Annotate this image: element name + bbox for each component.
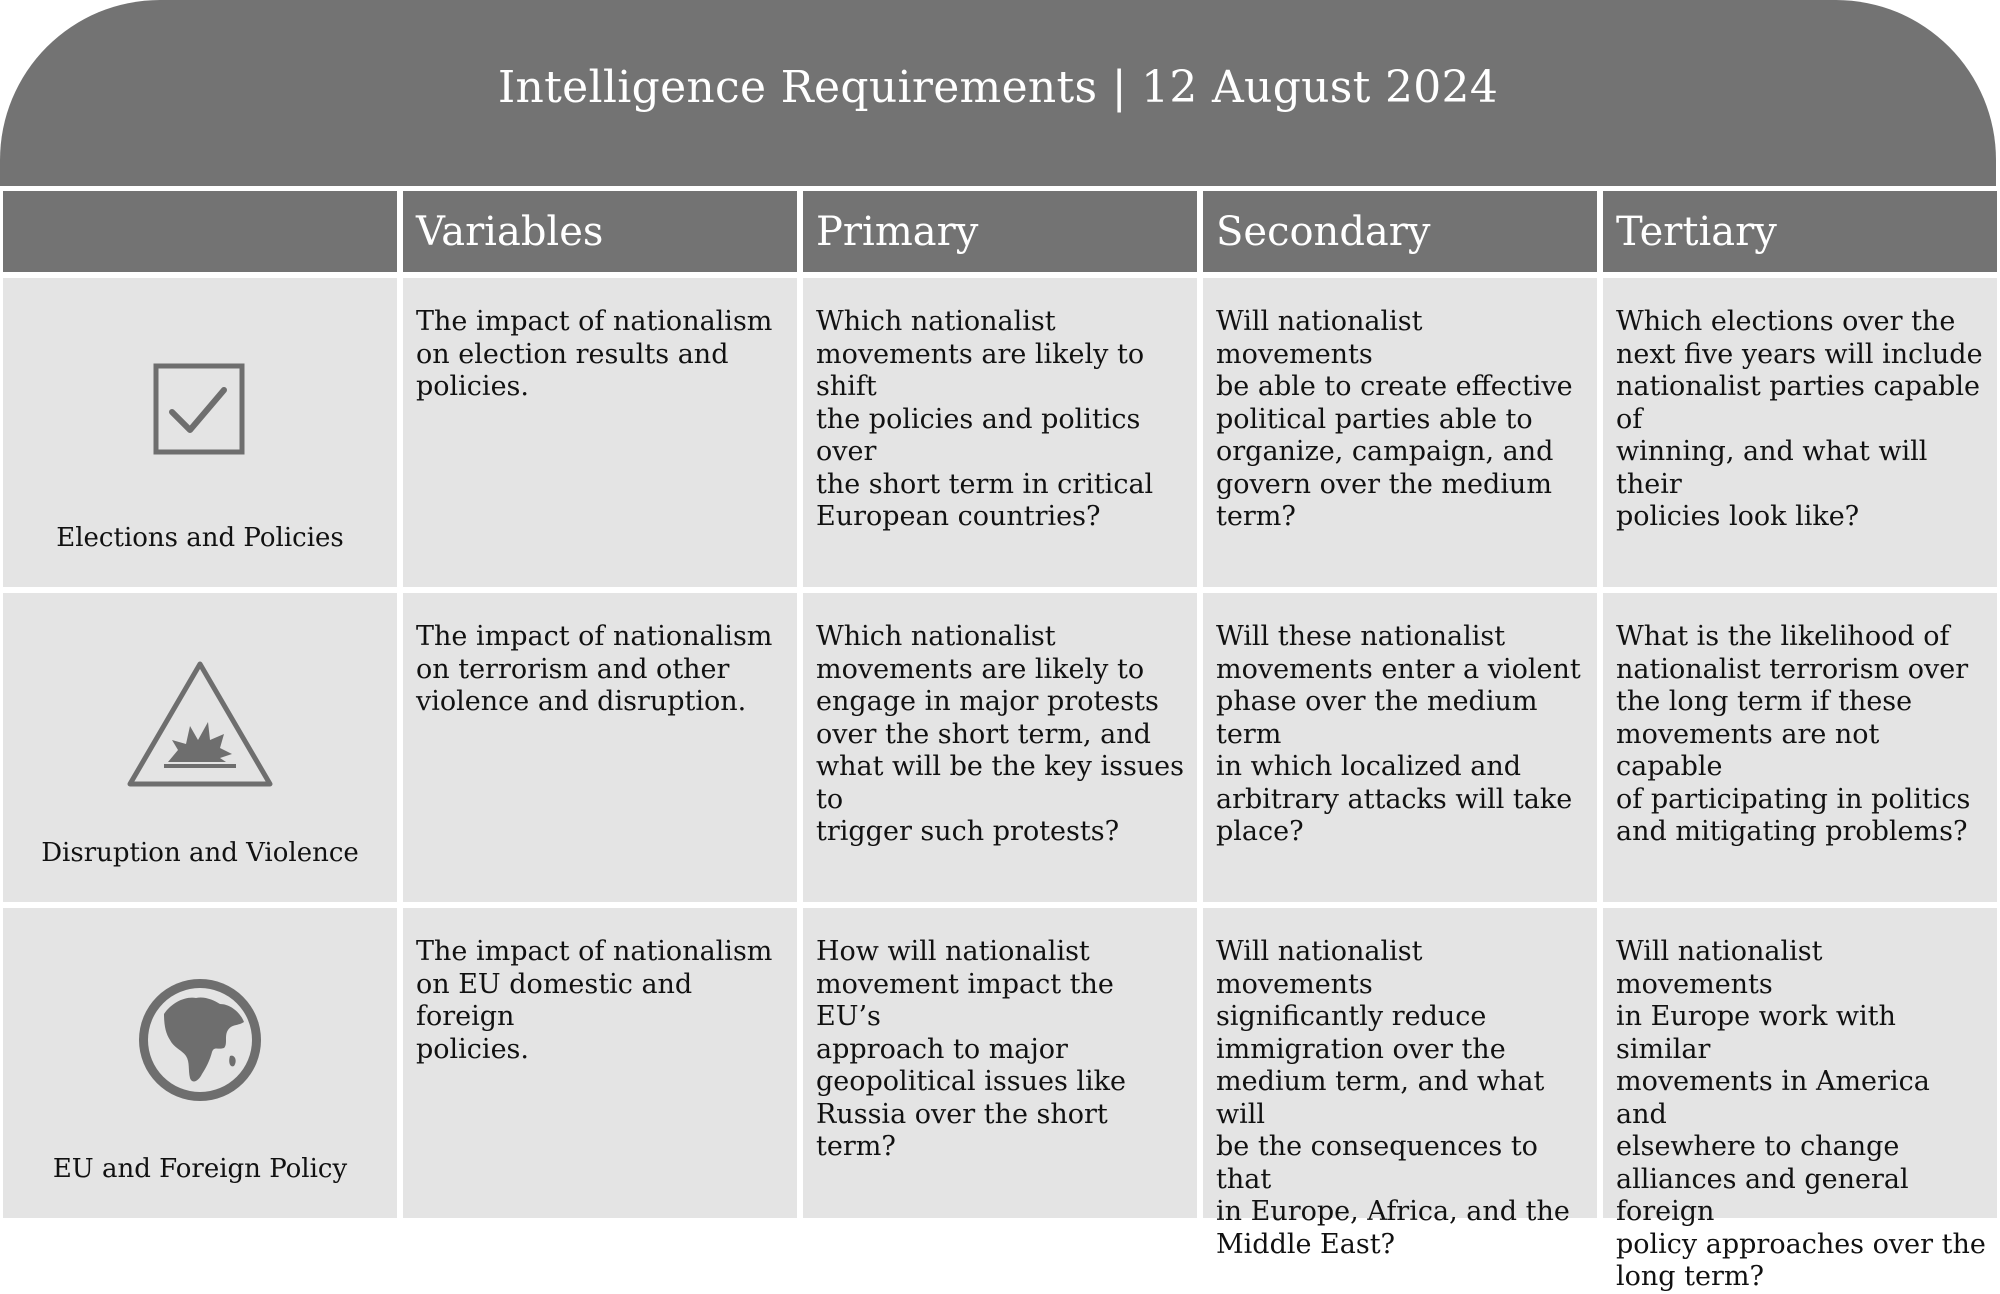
variables-cell: The impact of nationalism on election results and policies. <box>400 275 800 590</box>
category-label: Elections and Policies <box>56 523 344 553</box>
variables-cell: The impact of nationalism on terrorism and other violence and disruption. <box>400 590 800 905</box>
explosion-warning-icon <box>124 658 276 792</box>
column-header-label: Tertiary <box>1616 209 1777 255</box>
title-banner <box>0 0 1996 186</box>
primary-cell: Which nationalist movements are likely to shift the policies and politics over the short term in critical European countries? <box>800 275 1200 590</box>
column-header-tertiary <box>1600 188 2000 275</box>
secondary-cell: Will these nationalist movements enter a violent phase over the medium term in which localized and arbitrary attacks will take place? <box>1200 590 1600 905</box>
page-title: Intelligence Requirements | 12 August 2024 <box>497 61 1499 113</box>
variables-cell: The impact of nationalism on EU domestic and foreign policies. <box>400 905 800 1221</box>
category-cell-disruption <box>0 590 400 905</box>
tertiary-cell: Which elections over the next five years will include nationalist parties capable of winning, and what will their policies look like? <box>1600 275 2000 590</box>
column-header-label: Primary <box>816 209 979 255</box>
primary-cell: Which nationalist movements are likely to engage in major protests over the short term, and what will be the key issues to trigger such protests? <box>800 590 1200 905</box>
category-cell-elections <box>0 275 400 590</box>
requirements-table <box>0 188 2000 1292</box>
tertiary-cell: What is the likelihood of nationalist terrorism over the long term if these movements are not capable of participating in politics and mitigating problems? <box>1600 590 2000 905</box>
column-header-blank <box>0 188 400 275</box>
column-header-primary <box>800 188 1200 275</box>
tertiary-cell: Will nationalist movements in Europe work with similar movements in America and elsewhere to change alliances and general foreign policy approaches over the long term? <box>1600 905 2000 1221</box>
category-label: EU and Foreign Policy <box>52 1154 348 1184</box>
category-label: Disruption and Violence <box>41 838 359 868</box>
column-header-secondary <box>1200 188 1600 275</box>
secondary-cell: Will nationalist movements significantly reduce immigration over the medium term, and what will be the consequences to that in Europe, Africa, and the Middle East? <box>1200 905 1600 1221</box>
column-header-variables <box>400 188 800 275</box>
globe-icon <box>134 974 266 1106</box>
column-header-label: Secondary <box>1216 209 1431 255</box>
category-cell-eu <box>0 905 400 1221</box>
checkbox-icon <box>152 362 248 458</box>
column-header-label: Variables <box>416 209 604 255</box>
secondary-cell: Will nationalist movements be able to create effective political parties able to organize, campaign, and govern over the medium term? <box>1200 275 1600 590</box>
primary-cell: How will nationalist movement impact the EU’s approach to major geopolitical issues like Russia over the short term? <box>800 905 1200 1221</box>
